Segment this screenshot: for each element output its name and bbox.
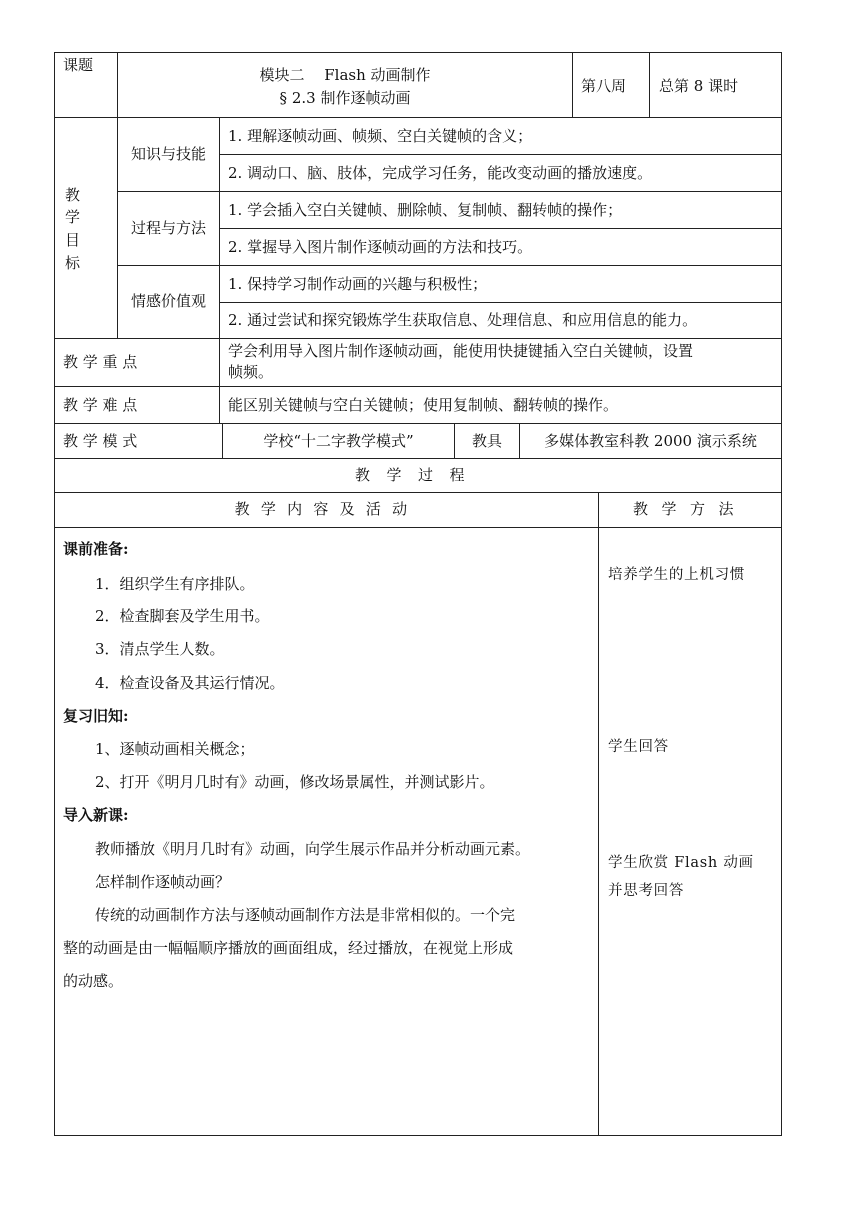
list-item: 3．清点学生人数。 — [95, 640, 225, 658]
objective-group-label: 过程与方法 — [130, 219, 206, 237]
list-item: 1、逐帧动画相关概念； — [95, 740, 255, 758]
rule — [54, 338, 782, 339]
rule — [649, 52, 650, 117]
objective-group-label: 知识与技能 — [130, 145, 206, 163]
objectives-label-char: 目 — [65, 231, 81, 249]
paragraph: 整的动画是由一幅幅顺序播放的画面组成，经过播放，在视觉上形成 — [63, 939, 514, 957]
rule — [54, 117, 782, 118]
period: 总第 8 课时 — [659, 77, 739, 95]
paragraph: 的动感。 — [63, 972, 124, 990]
lesson-title-line2: § 2.3 制作逐帧动画 — [279, 89, 411, 107]
rule — [219, 154, 782, 155]
rule — [54, 52, 55, 1136]
rule — [219, 117, 220, 423]
objective-item: 1. 学会插入空白关键帧、删除帧、复制帧、翻转帧的操作； — [228, 201, 623, 219]
paragraph: 教师播放《明月几时有》动画，向学生展示作品并分析动画元素。 — [95, 840, 531, 858]
rule — [54, 1135, 782, 1136]
rule — [117, 191, 782, 192]
rule — [572, 52, 573, 117]
paragraph: 怎样制作逐帧动画？ — [95, 873, 231, 891]
objective-item: 1. 保持学习制作动画的兴趣与积极性； — [228, 275, 488, 293]
mode-label: 教 学 模 式 — [63, 432, 138, 450]
objective-item: 2. 掌握导入图片制作逐帧动画的方法和技巧。 — [228, 238, 533, 256]
method-column-heading: 教学方法 — [632, 500, 747, 518]
key-points-text: 帧频。 — [228, 363, 274, 381]
tools-value: 多媒体教室科教 2000 演示系统 — [544, 432, 757, 450]
method-note: 学生欣赏 Flash 动画 — [608, 855, 754, 871]
section-title-preparation: 课前准备: — [63, 540, 129, 558]
key-points-label: 教 学 重 点 — [63, 353, 138, 371]
list-item: 2、打开《明月几时有》动画，修改场景属性，并测试影片。 — [95, 773, 495, 791]
rule — [781, 52, 782, 1136]
rule — [117, 265, 782, 266]
list-item: 4．检查设备及其运行情况。 — [95, 674, 285, 692]
objectives-label-char: 学 — [65, 208, 81, 226]
content-column-heading: 教学内容及活动 — [234, 500, 419, 518]
week: 第八周 — [581, 77, 627, 95]
difficulties-label: 教 学 难 点 — [63, 396, 138, 414]
objective-group-label: 情感价值观 — [130, 292, 206, 310]
tools-label: 教具 — [471, 432, 502, 450]
objective-item: 1. 理解逐帧动画、帧频、空白关键帧的含义； — [228, 127, 533, 145]
rule — [54, 423, 782, 424]
objective-item: 2. 通过尝试和探究锻炼学生获取信息、处理信息、和应用信息的能力。 — [228, 311, 698, 329]
method-note: 培养学生的上机习惯 — [608, 567, 746, 583]
section-title-review: 复习旧知: — [63, 707, 129, 725]
difficulties-text: 能区别关键帧与空白关键帧；使用复制帧、翻转帧的操作。 — [228, 396, 619, 414]
rule — [54, 492, 782, 493]
rule — [54, 386, 782, 387]
process-heading: 教学过程 — [354, 466, 481, 484]
list-item: 1．组织学生有序排队。 — [95, 575, 255, 593]
section-title-introduction: 导入新课: — [63, 806, 129, 824]
rule — [219, 228, 782, 229]
objective-item: 2. 调动口、脑、肢体，完成学习任务，能改变动画的播放速度。 — [228, 164, 653, 182]
list-item: 2．检查脚套及学生用书。 — [95, 607, 270, 625]
mode-value: 学校“十二字教学模式” — [263, 432, 414, 450]
rule — [54, 527, 782, 528]
rule — [54, 458, 782, 459]
rule — [54, 52, 782, 53]
objectives-label-char: 标 — [65, 254, 81, 272]
key-points-text: 学会利用导入图片制作逐帧动画，能使用快捷键插入空白关键帧，设置 — [228, 342, 694, 360]
lesson-title-line1: 模块二 Flash 动画制作 — [259, 66, 431, 84]
paragraph: 传统的动画制作方法与逐帧动画制作方法是非常相似的。一个完 — [95, 906, 516, 924]
method-note: 并思考回答 — [608, 883, 685, 899]
lesson-label: 课题 — [63, 56, 94, 74]
rule — [219, 302, 782, 303]
objectives-label-char: 教 — [65, 186, 81, 204]
method-note: 学生回答 — [608, 739, 669, 755]
rule — [598, 492, 599, 1135]
